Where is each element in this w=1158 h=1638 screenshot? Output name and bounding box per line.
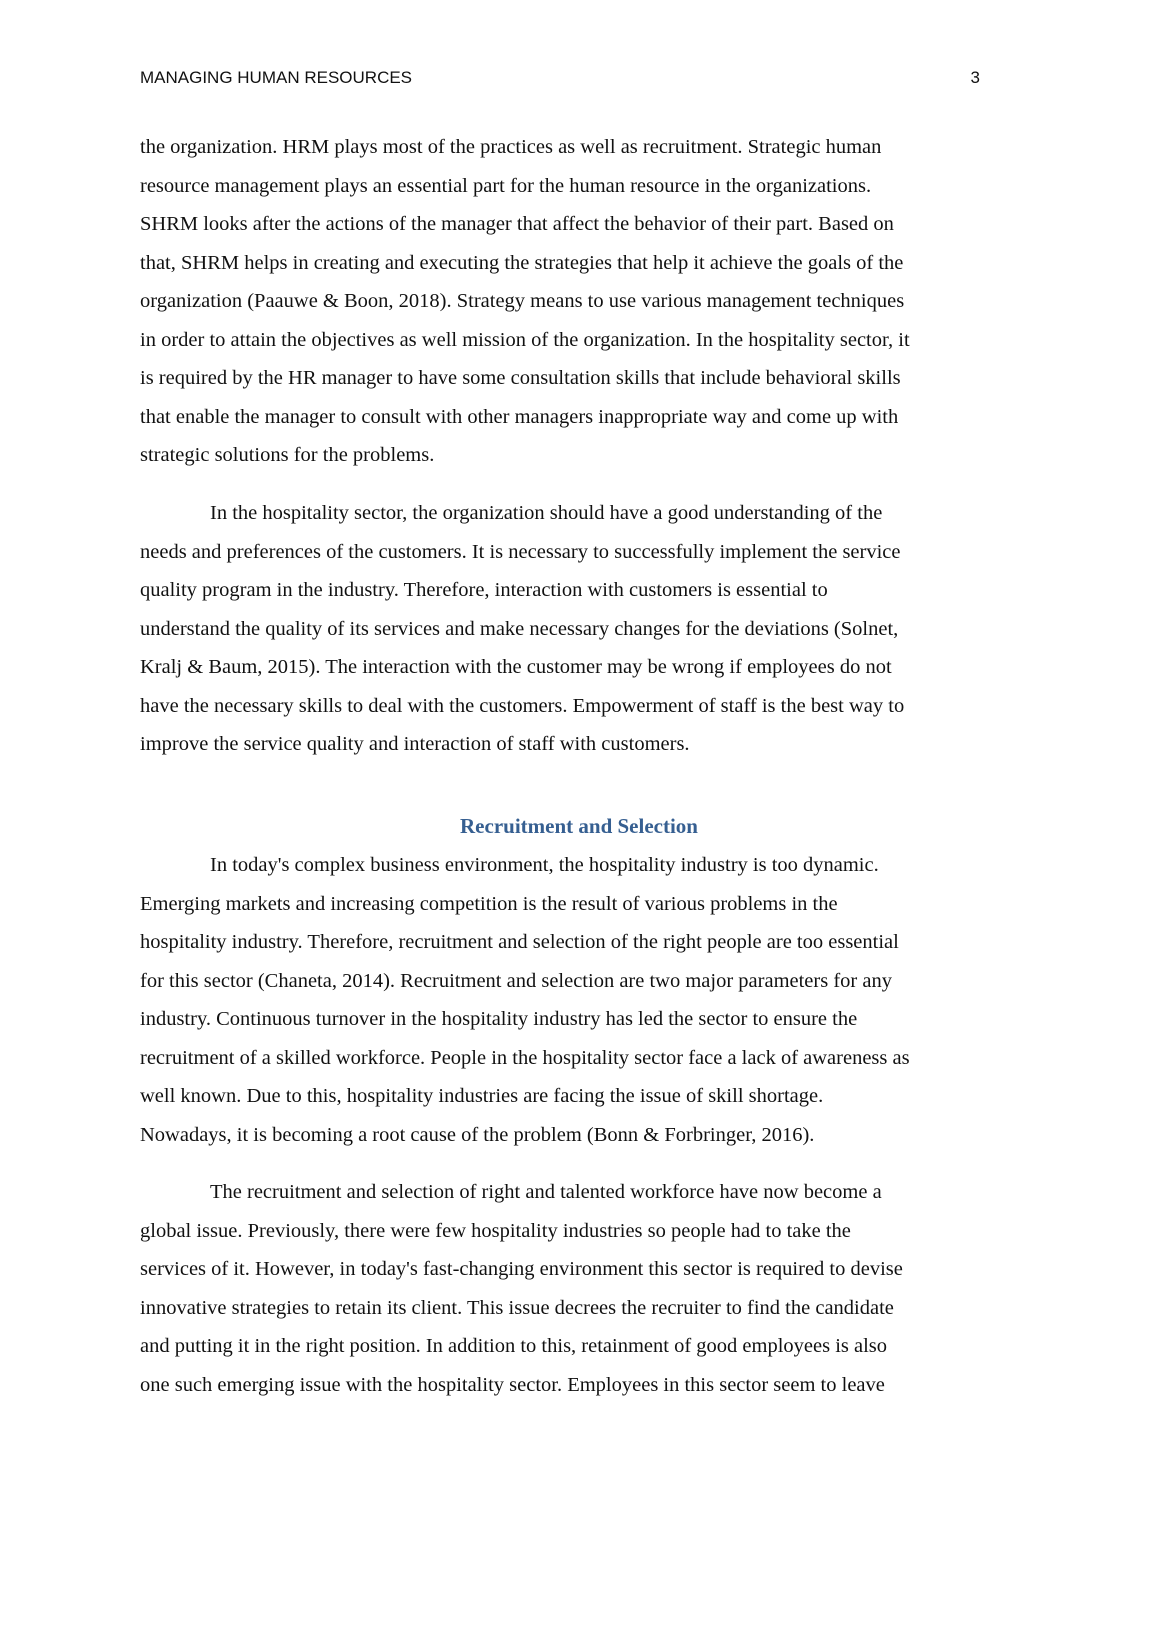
text-line: The recruitment and selection of right and talented workforce have now become a bbox=[210, 1181, 882, 1203]
section-heading: Recruitment and Selection bbox=[460, 814, 698, 838]
text-line: In the hospitality sector, the organization should have a good understanding of the bbox=[210, 502, 883, 524]
text-line: the organization. HRM plays most of the practices as well as recruitment. Strategic human bbox=[140, 136, 882, 158]
text-line: services of it. However, in today's fast-changing environment this sector is required to devise bbox=[140, 1258, 903, 1280]
text-line: and putting it in the right position. In addition to this, retainment of good employees is also bbox=[140, 1335, 888, 1357]
paragraph bbox=[140, 128, 1020, 475]
text-line: hospitality industry. Therefore, recruitment and selection of the right people are too essential bbox=[140, 931, 899, 953]
text-line: in order to attain the objectives as well mission of the organization. In the hospitality sector, it bbox=[140, 328, 910, 351]
text-line: recruitment of a skilled workforce. People in the hospitality sector face a lack of awareness as bbox=[140, 1046, 910, 1069]
text-line: strategic solutions for the problems. bbox=[140, 444, 435, 466]
paragraph bbox=[140, 846, 1020, 1154]
text-line: innovative strategies to retain its client. This issue decrees the recruiter to find the candidate bbox=[140, 1296, 894, 1319]
text-line: Kralj & Baum, 2015). The interaction with the customer may be wrong if employees do not bbox=[140, 656, 892, 678]
running-header-title: MANAGING HUMAN RESOURCES bbox=[140, 68, 413, 87]
text-line: for this sector (Chaneta, 2014). Recruitment and selection are two major parameters for any bbox=[140, 969, 892, 992]
text-line: have the necessary skills to deal with the customers. Empowerment of staff is the best way to bbox=[140, 694, 905, 717]
text-line: that, SHRM helps in creating and executing the strategies that help it achieve the goals of the bbox=[140, 251, 904, 274]
text-line: well known. Due to this, hospitality industries are facing the issue of skill shortage. bbox=[140, 1085, 824, 1107]
text-line: understand the quality of its services and make necessary changes for the deviations (Solnet, bbox=[140, 617, 899, 640]
text-line: one such emerging issue with the hospitality sector. Employees in this sector seem to leave bbox=[140, 1373, 885, 1396]
text-line: SHRM looks after the actions of the manager that affect the behavior of their part. Based on bbox=[140, 213, 894, 235]
paragraph bbox=[140, 494, 1020, 764]
text-line: Emerging markets and increasing competition is the result of various problems in the bbox=[140, 892, 838, 915]
paragraph bbox=[140, 1173, 1020, 1404]
text-line: resource management plays an essential part for the human resource in the organizations. bbox=[140, 174, 872, 197]
text-line: needs and preferences of the customers. It is necessary to successfully implement the service bbox=[140, 540, 901, 563]
text-line: organization (Paauwe & Boon, 2018). Strategy means to use various management techniques bbox=[140, 290, 905, 312]
text-line: In today's complex business environment, the hospitality industry is too dynamic. bbox=[210, 854, 879, 876]
text-line: quality program in the industry. Therefore, interaction with customers is essential to bbox=[140, 579, 828, 601]
text-line: that enable the manager to consult with other managers inappropriate way and come up with bbox=[140, 405, 899, 428]
text-line: is required by the HR manager to have some consultation skills that include behavioral skills bbox=[140, 367, 901, 389]
text-line: Nowadays, it is becoming a root cause of the problem (Bonn & Forbringer, 2016). bbox=[140, 1123, 815, 1146]
text-line: industry. Continuous turnover in the hospitality industry has led the sector to ensure the bbox=[140, 1008, 858, 1030]
text-line: global issue. Previously, there were few hospitality industries so people had to take the bbox=[140, 1219, 851, 1242]
page-number: 3 bbox=[970, 68, 980, 87]
text-line: improve the service quality and interaction of staff with customers. bbox=[140, 733, 690, 755]
